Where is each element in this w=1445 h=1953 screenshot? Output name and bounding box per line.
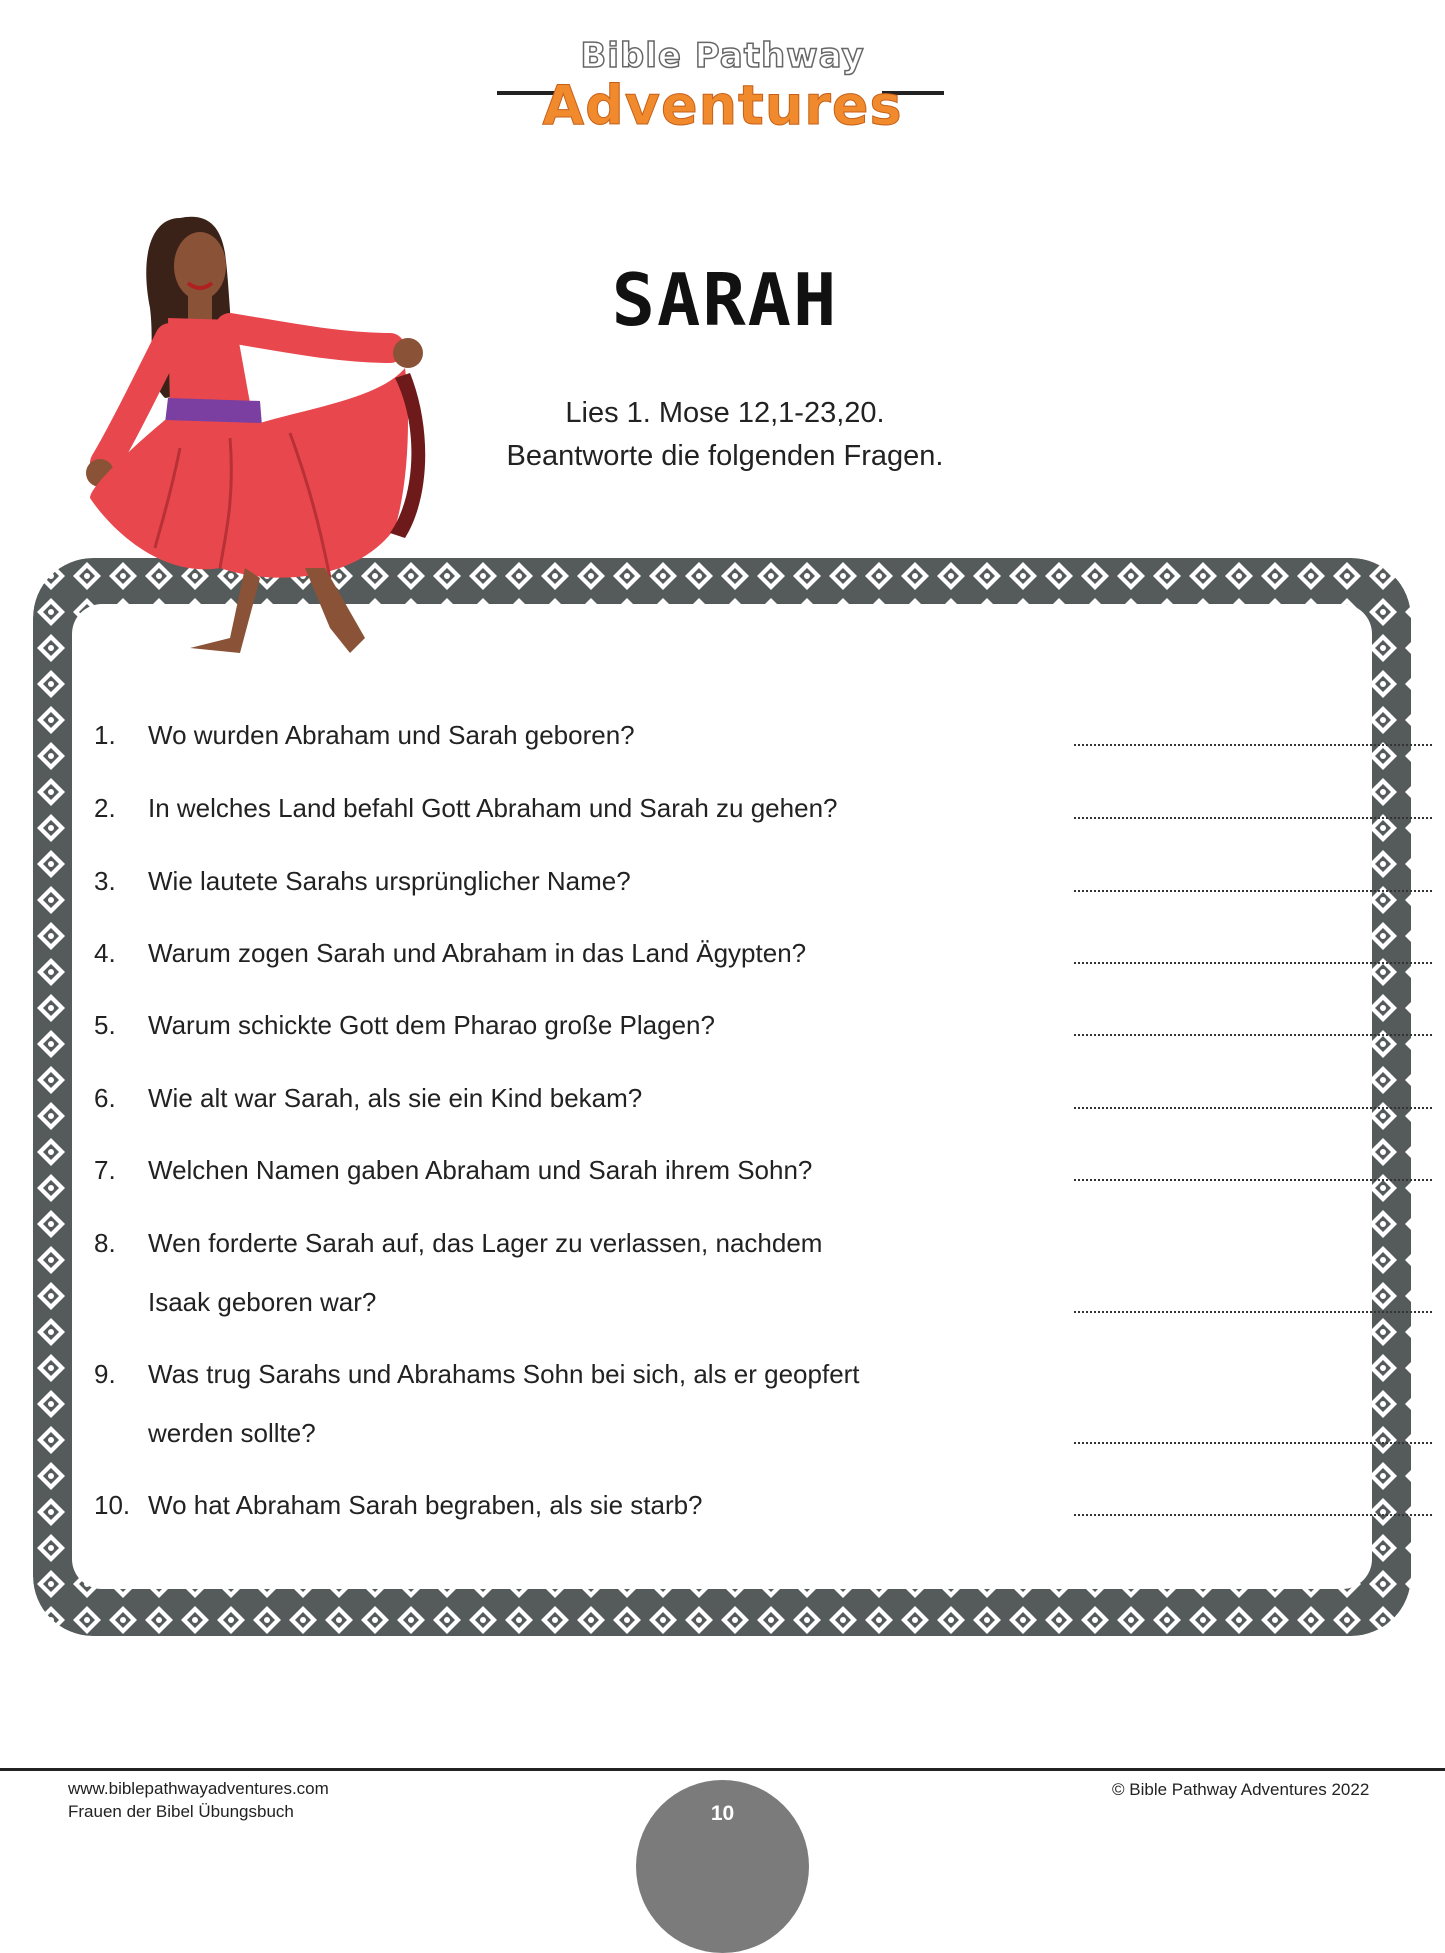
answer-line[interactable] [1074, 1034, 1432, 1036]
question-text: Wo wurden Abraham und Sarah geboren? [148, 720, 635, 750]
answer-line[interactable] [1074, 1107, 1432, 1109]
question-text: In welches Land befahl Gott Abraham und Sarah zu gehen? [148, 793, 838, 823]
question-number: 7. [94, 1155, 116, 1185]
instruction-line-2: Beantworte die folgenden Fragen. [506, 440, 944, 472]
answer-line[interactable] [1074, 1514, 1432, 1516]
question-text: Wo hat Abraham Sarah begraben, als sie starb? [148, 1490, 703, 1520]
instruction-line-1: Lies 1. Mose 12,1-23,20. [565, 397, 885, 429]
question-text-continued: werden sollte? [148, 1418, 316, 1448]
question-number: 2. [94, 793, 116, 823]
footer-book-title: Frauen der Bibel Übungsbuch [68, 1802, 294, 1821]
question-text: Warum zogen Sarah und Abraham in das Land Ägypten? [148, 938, 807, 968]
answer-line[interactable] [1074, 1442, 1432, 1444]
answer-line[interactable] [1074, 890, 1432, 892]
question-number: 10. [94, 1490, 131, 1520]
page-title: SARAH [611, 258, 839, 342]
question-number: 1. [94, 720, 116, 750]
footer-website: www.biblepathwayadventures.com [68, 1779, 329, 1798]
question-number: 5. [94, 1010, 116, 1040]
question-number: 3. [94, 866, 116, 896]
question-text: Warum schickte Gott dem Pharao große Plagen? [148, 1010, 715, 1040]
answer-line[interactable] [1074, 817, 1432, 819]
answer-line[interactable] [1074, 962, 1432, 964]
question-number: 8. [94, 1228, 116, 1258]
logo-main-text: Adventures [542, 74, 903, 137]
question-text: Wie lautete Sarahs ursprünglicher Name? [148, 866, 631, 896]
question-text: Welchen Namen gaben Abraham und Sarah ihrem Sohn? [148, 1155, 813, 1185]
sarah-illustration-icon [60, 198, 470, 668]
question-number: 9. [94, 1359, 116, 1389]
answer-line[interactable] [1074, 744, 1432, 746]
answer-line[interactable] [1074, 1311, 1432, 1313]
page-number: 10 [710, 1802, 735, 1825]
question-text: Wie alt war Sarah, als sie ein Kind bekam? [148, 1083, 643, 1113]
footer-copyright: © Bible Pathway Adventures 2022 [1112, 1780, 1370, 1799]
footer-rule [0, 1768, 1445, 1771]
question-text: Wen forderte Sarah auf, das Lager zu verlassen, nachdem [148, 1228, 823, 1258]
question-text: Was trug Sarahs und Abrahams Sohn bei sich, als er geopfert [148, 1359, 860, 1389]
question-text-continued: Isaak geboren war? [148, 1287, 377, 1317]
logo [495, 30, 950, 140]
answer-line[interactable] [1074, 1179, 1432, 1181]
question-number: 6. [94, 1083, 116, 1113]
logo-top-text: Bible Pathway [580, 36, 865, 76]
question-number: 4. [94, 938, 116, 968]
